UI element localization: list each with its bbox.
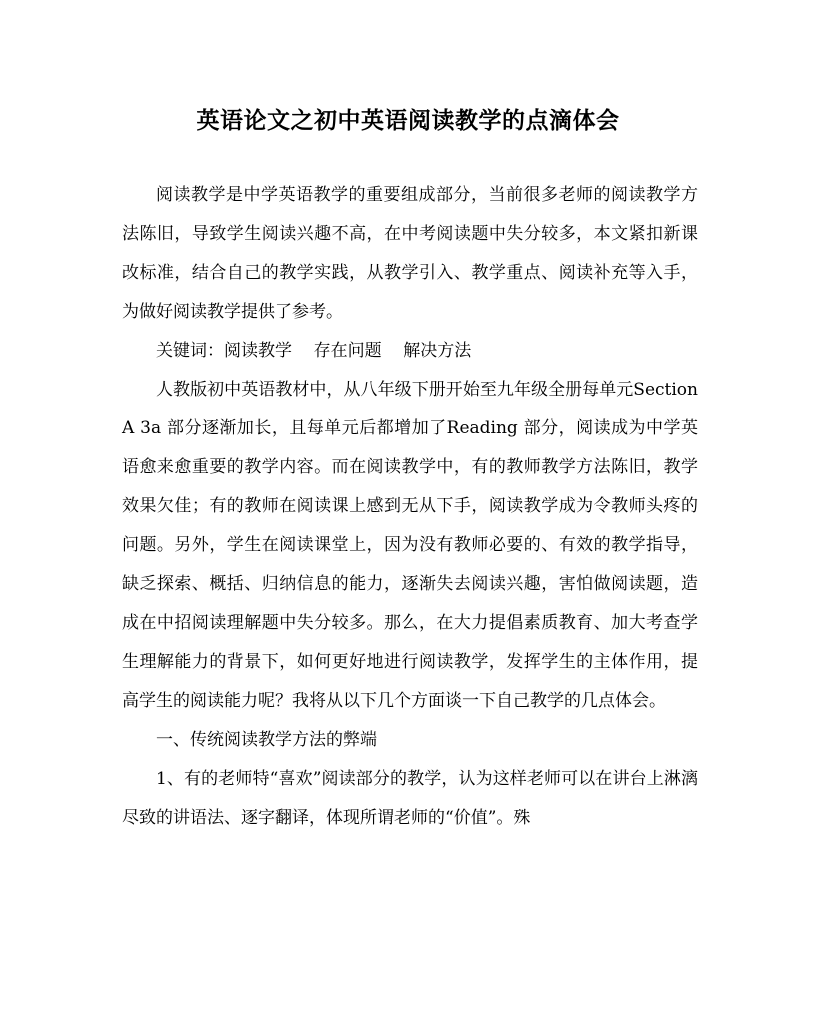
document-body xyxy=(122,176,698,837)
keywords-line: 关键词：阅读教学 存在问题 解决方法 xyxy=(156,340,472,361)
intro-paragraph: 人教版初中英语教材中，从八年级下册开始至九年级全册每单元Section A 3a 部分逐渐加长，且每单元后都增加了Reading 部分，阅读成为中学英语愈来愈重要的教学内容。而在阅读教学中，有的教师教学方法陈旧，教学效果欠佳；有的教师在阅读课上感到无从下手，阅读教学成为令教师头疼的问题。另外，学生在阅读课堂上，因为没有教师必要的、有效的教学指导，缺乏探索、概括、归纳信息的能力，逐渐失去阅读兴趣，害怕做阅读题，造成在中招阅读理解题中失分较多。那么，在大力提倡素质教育、加大考查学生理解能力的背景下，如何更好地进行阅读教学，发挥学生的主体作用，提高学生的阅读能力呢？我将从以下几个方面谈一下自己教学的几点体会。 xyxy=(122,379,698,711)
section-heading: 一、传统阅读教学方法的弊端 xyxy=(156,729,377,750)
abstract-paragraph: 阅读教学是中学英语教学的重要组成部分，当前很多老师的阅读教学方法陈旧，导致学生阅读兴趣不高，在中考阅读题中失分较多，本文紧扣新课改标准，结合自己的教学实践，从教学引入、教学重点、阅读补充等入手，为做好阅读教学提供了参考。 xyxy=(122,185,698,322)
point-paragraph: 1、有的老师特“喜欢”阅读部分的教学，认为这样老师可以在讲台上淋漓尽致的讲语法、逐字翻译，体现所谓老师的“价值”。殊 xyxy=(122,768,698,828)
document-title: 英语论文之初中英语阅读教学的点滴体会 xyxy=(196,107,620,134)
